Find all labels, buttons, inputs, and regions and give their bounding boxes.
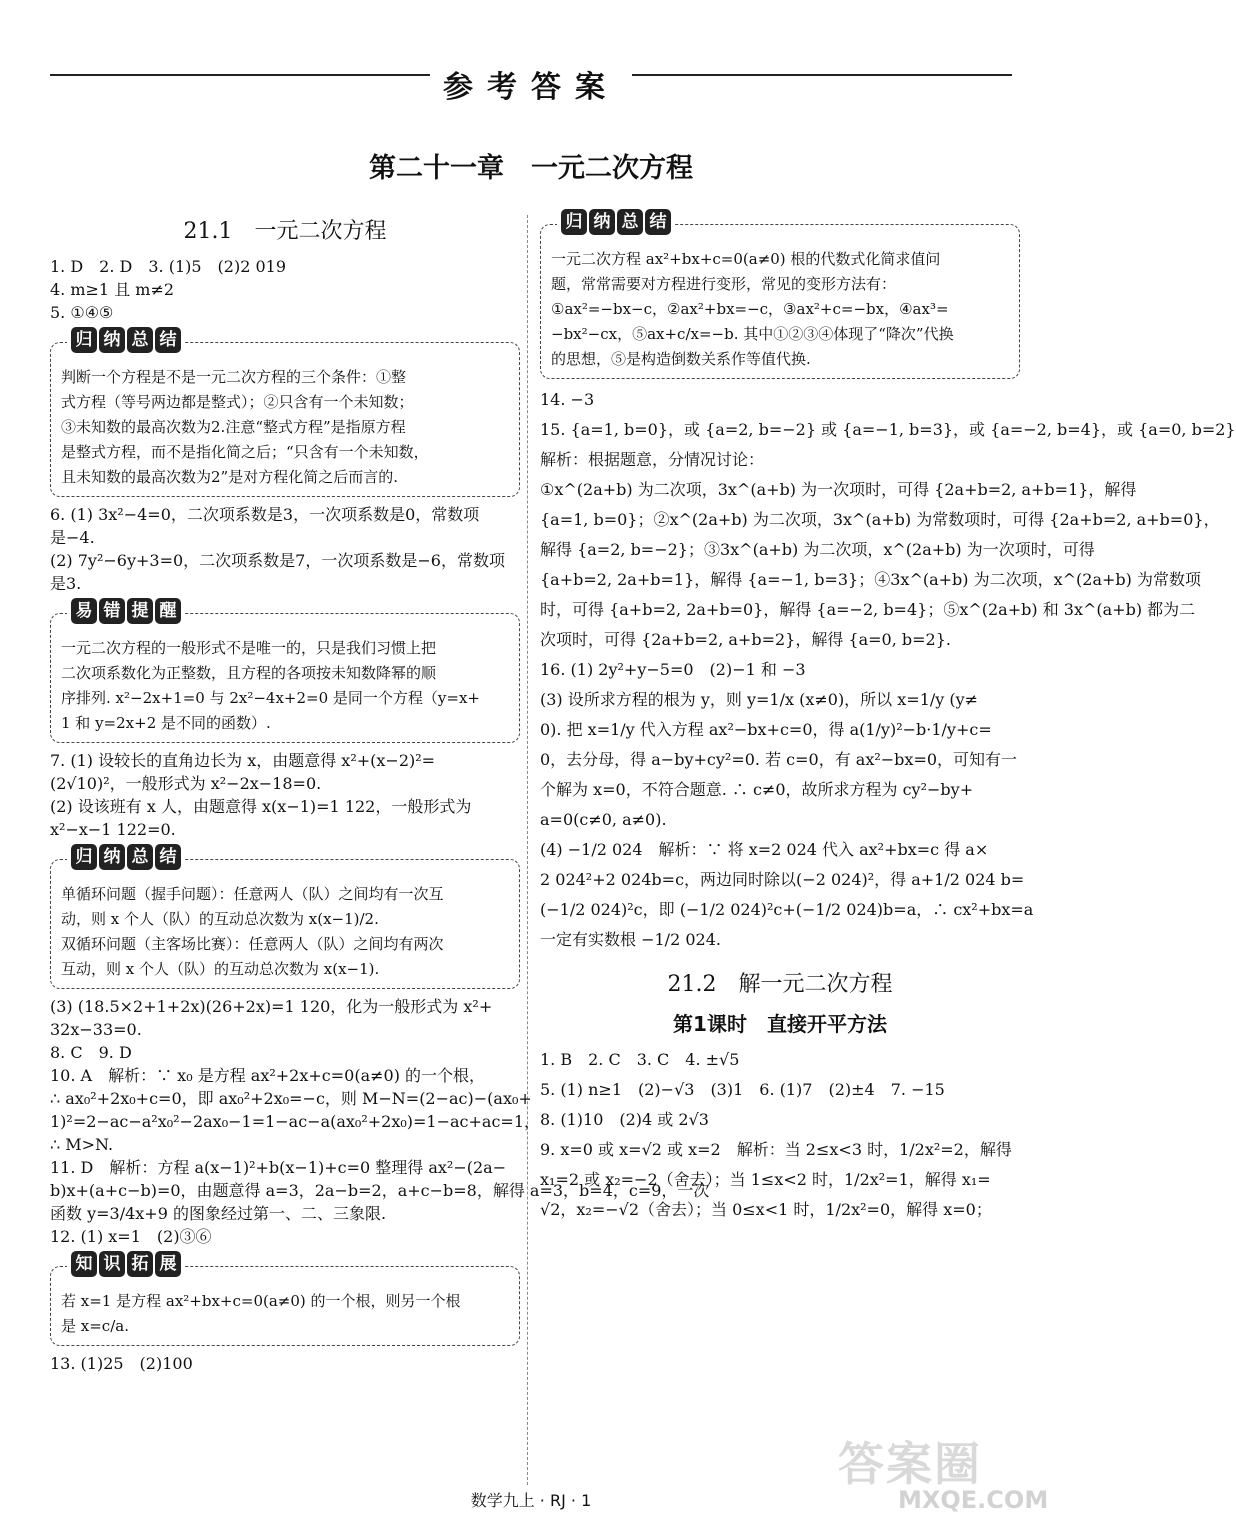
lesson-title: 第1课时 直接开平方法 — [673, 1012, 887, 1036]
knowledge-extension-box — [50, 1254, 520, 1346]
box-label — [67, 598, 185, 624]
answer-line: 8. C 9. D — [50, 1043, 132, 1062]
answer-line: 4. m≥1 且 m≠2 — [50, 280, 175, 299]
answer-line: 8. (1)10 (2)4 或 2√3 — [540, 1110, 709, 1129]
answer-line: 是3. — [50, 574, 82, 593]
box-label-char: 易 — [71, 598, 97, 624]
answer-line: 是−4. — [50, 528, 95, 547]
box-line: 若 x=1 是方程 ax²+bx+c=0(a≠0) 的一个根，则另一个根 — [61, 1292, 461, 1310]
answer-line: 11. D 解析：方程 a(x−1)²+b(x−1)+c=0 整理得 ax²−(2a− — [50, 1158, 507, 1177]
answer-line: (3) (18.5×2+1+2x)(26+2x)=1 120，化为一般形式为 x²+ — [50, 997, 493, 1016]
box-label — [67, 844, 185, 870]
answer-line: 10. A 解析：∵ x₀ 是方程 ax²+2x+c=0(a≠0) 的一个根， — [50, 1066, 486, 1085]
box-line: 双循环问题（主客场比赛）：任意两人（队）之间均有两次 — [61, 935, 444, 953]
box-label-char: 拓 — [127, 1251, 153, 1277]
box-line: 的思想，⑤是构造倒数关系作等值代换. — [551, 350, 811, 368]
box-label-char: 归 — [71, 844, 97, 870]
answer-line: 1. D 2. D 3. (1)5 (2)2 019 — [50, 257, 287, 276]
answer-line: 一定有实数根 −1/2 024. — [540, 930, 721, 949]
answer-line: 5. ①④⑤ — [50, 303, 114, 322]
box-label-char: 纳 — [99, 844, 125, 870]
section-title-21-1: 21.1 一元二次方程 — [183, 219, 387, 244]
answer-line: ①x^(2a+b) 为二次项，3x^(a+b) 为一次项时，可得 {2a+b=2, a+b=1}，解得 — [540, 480, 1137, 499]
answer-line: √2，x₂=−√2（舍去）；当 0≤x<1 时，1/2x²=0，解得 x=0； — [540, 1200, 992, 1219]
box-label-char: 结 — [155, 327, 181, 353]
answer-line: 时，可得 {a+b=2, 2a+b=0}，解得 {a=−2, b=4}；⑤x^(2a+b) 和 3x^(a+b) 都为二 — [540, 600, 1196, 619]
box-line: −bx²−cx，⑤ax+c/x=−b. 其中①②③④体现了“降次”代换 — [551, 325, 954, 343]
answer-line: (2) 7y²−6y+3=0，二次项系数是7，一次项系数是−6，常数项 — [50, 551, 505, 570]
answer-line: 2 024²+2 024b=c，两边同时除以(−2 024)²，得 a+1/2 024 b= — [540, 870, 1025, 889]
box-label-char: 纳 — [589, 209, 615, 235]
watermark-text: 答案圈 — [838, 1437, 982, 1491]
box-line: ③未知数的最高次数为2.注意“整式方程”是指原方程 — [61, 418, 406, 436]
box-label-char: 结 — [155, 844, 181, 870]
box-line: 动，则 x 个人（队）的互动总次数为 x(x−1)/2. — [61, 910, 379, 928]
box-line: 式方程（等号两边都是整式）；②只含有一个未知数； — [61, 393, 414, 411]
column-divider — [527, 215, 528, 1485]
answer-line: x²−x−1 122=0. — [50, 820, 176, 839]
box-line: 单循环问题（握手问题）：任意两人（队）之间均有一次互 — [61, 885, 444, 903]
box-line: 判断一个方程是不是一元二次方程的三个条件：①整 — [61, 368, 407, 386]
answer-line: (2√10)²，一般形式为 x²−2x−18=0. — [50, 774, 322, 793]
answer-line: (3) 设所求方程的根为 y，则 y=1/x (x≠0)，所以 x=1/y (y≠ — [540, 690, 979, 709]
summary-box — [50, 330, 520, 497]
box-line: 互动，则 x 个人（队）的互动总次数为 x(x−1). — [61, 960, 380, 978]
answer-line: (−1/2 024)²c，即 (−1/2 024)²c+(−1/2 024)b=a，∴ cx²+bx=a — [540, 900, 1034, 919]
box-label-char: 结 — [645, 209, 671, 235]
answer-line: (2) 设该班有 x 人，由题意得 x(x−1)=1 122，一般形式为 — [50, 797, 472, 816]
box-label — [67, 1251, 185, 1277]
box-label — [67, 327, 185, 353]
header-rule-right — [632, 74, 1012, 76]
box-line: ①ax²=−bx−c，②ax²+bx=−c，③ax²+c=−bx，④ax³= — [551, 300, 949, 318]
page-header-title: 参考答案 — [436, 62, 626, 106]
answer-line: 15. {a=1, b=0}，或 {a=2, b=−2} 或 {a=−1, b=3}，或 {a=−2, b=4}，或 {a=0, b=2} — [540, 420, 1236, 439]
answer-line: {a=1, b=0}；②x^(2a+b) 为二次项，3x^(a+b) 为常数项时，可得 {2a+b=2, a+b=0}， — [540, 510, 1220, 529]
box-label-char: 总 — [617, 209, 643, 235]
answer-line: 0). 把 x=1/y 代入方程 ax²−bx+c=0，得 a(1/y)²−b·1/y+c= — [540, 720, 992, 739]
answer-line: 14. −3 — [540, 390, 595, 409]
answer-line: 函数 y=3/4x+9 的图象经过第一、二、三象限. — [50, 1204, 387, 1223]
answer-line: 5. (1) n≥1 (2)−√3 (3)1 6. (1)7 (2)±4 7. −15 — [540, 1080, 945, 1099]
answer-line: 6. (1) 3x²−4=0，二次项系数是3，一次项系数是0，常数项 — [50, 505, 480, 524]
box-label-char: 总 — [127, 327, 153, 353]
answer-line: {a+b=2, 2a+b=1}，解得 {a=−1, b=3}；④3x^(a+b) 为二次项，x^(2a+b) 为常数项 — [540, 570, 1201, 589]
box-line: 序排列. x²−2x+1=0 与 2x²−4x+2=0 是同一个方程（y=x+ — [61, 689, 480, 707]
answer-line: 12. (1) x=1 (2)③⑥ — [50, 1227, 212, 1246]
box-label-char: 归 — [561, 209, 587, 235]
answer-line: 个解为 x=0，不符合题意. ∴ c≠0，故所求方程为 cy²−by+ — [540, 780, 974, 799]
answer-line: 1)²=2−ac−a²x₀²−2ax₀−1=1−ac−a(ax₀²+2x₀)=1−ac+ac=1， — [50, 1112, 541, 1131]
box-line: 一元二次方程 ax²+bx+c=0(a≠0) 根的代数式化简求值问 — [551, 250, 941, 268]
header-rule-left — [50, 74, 430, 76]
box-line: 1 和 y=2x+2 是不同的函数）. — [61, 714, 271, 732]
answer-line: 32x−33=0. — [50, 1020, 142, 1039]
answer-line: (4) −1/2 024 解析：∵ 将 x=2 024 代入 ax²+bx=c 得 a× — [540, 840, 989, 859]
answer-line: a=0(c≠0, a≠0). — [540, 810, 667, 829]
answer-line: ∴ M>N. — [50, 1135, 114, 1154]
box-label-char: 归 — [71, 327, 97, 353]
right-column — [540, 210, 1236, 1225]
answer-line: 9. x=0 或 x=√2 或 x=2 解析：当 2≤x<3 时，1/2x²=2，解得 — [540, 1140, 1012, 1159]
box-label — [557, 209, 675, 235]
summary-box — [50, 847, 520, 989]
summary-box — [540, 212, 1020, 379]
answer-line: 16. (1) 2y²+y−5=0 (2)−1 和 −3 — [540, 660, 806, 679]
box-line: 是 x=c/a. — [61, 1317, 129, 1335]
answer-line: 解析：根据题意，分情况讨论： — [540, 450, 765, 469]
section-title-21-2: 21.2 解一元二次方程 — [667, 972, 893, 997]
answer-line: 13. (1)25 (2)100 — [50, 1354, 193, 1373]
box-line: 一元二次方程的一般形式不是唯一的，只是我们习惯上把 — [61, 639, 437, 657]
box-label-char: 纳 — [99, 327, 125, 353]
box-label-char: 知 — [71, 1251, 97, 1277]
answer-line: 解得 {a=2, b=−2}；③3x^(a+b) 为二次项，x^(2a+b) 为一次项时，可得 — [540, 540, 1095, 559]
box-label-char: 错 — [99, 598, 125, 624]
error-tip-box — [50, 601, 520, 743]
watermark-url: MXQE.COM — [898, 1486, 1049, 1514]
box-label-char: 展 — [155, 1251, 181, 1277]
page-footer: 数学九上 · RJ · 1 — [470, 1491, 592, 1510]
box-line: 是整式方程，而不是指化简之后；“只含有一个未知数， — [61, 443, 429, 461]
box-label-char: 提 — [127, 598, 153, 624]
box-label-char: 醒 — [155, 598, 181, 624]
answer-line: b)x+(a+c−b)=0，由题意得 a=3，2a−b=2，a+c−b=8，解得 a=3，b=4，c=9，一次 — [50, 1181, 710, 1200]
answer-line: 1. B 2. C 3. C 4. ±√5 — [540, 1050, 740, 1069]
box-line: 题，常常需要对方程进行变形，常见的变形方法有： — [551, 275, 897, 293]
box-line: 二次项系数化为正整数，且方程的各项按未知数降幂的顺 — [61, 664, 437, 682]
answer-line: 次项时，可得 {2a+b=2, a+b=2}，解得 {a=0, b=2}. — [540, 630, 952, 649]
answer-line: x₁=2 或 x₂=−2（舍去）；当 1≤x<2 时，1/2x²=1，解得 x₁= — [540, 1170, 991, 1189]
watermark-logo — [838, 1428, 1053, 1526]
box-label-char: 总 — [127, 844, 153, 870]
answer-line: ∴ ax₀²+2x₀+c=0，即 ax₀²+2x₀=−c，则 M−N=(2−ac)−(ax₀+ — [50, 1089, 532, 1108]
chapter-title: 第二十一章 一元二次方程 — [369, 153, 693, 184]
box-line: 且未知数的最高次数为2”是对方程化简之后而言的. — [61, 468, 398, 486]
answer-line: 0，去分母，得 a−by+cy²=0. 若 c=0，有 ax²−bx=0，可知有一 — [540, 750, 1018, 769]
box-label-char: 识 — [99, 1251, 125, 1277]
answer-line: 7. (1) 设较长的直角边长为 x，由题意得 x²+(x−2)²= — [50, 751, 436, 770]
